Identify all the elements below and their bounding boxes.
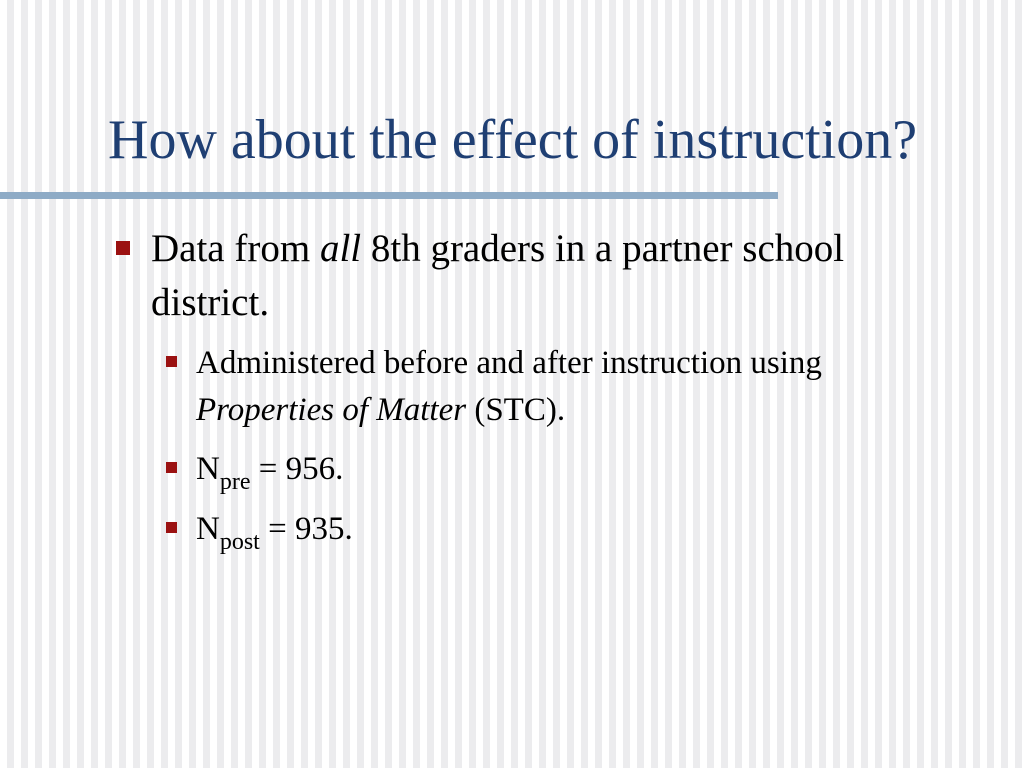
square-bullet-icon xyxy=(166,522,177,533)
n-pre-subscript: pre xyxy=(219,469,251,495)
bullet-text-end: 8th graders in a partner school district. xyxy=(151,227,845,324)
square-bullet-icon xyxy=(166,356,177,367)
bullet-text-start: Data from xyxy=(151,227,320,270)
sub-bullet-text xyxy=(196,340,966,434)
n-pre-text xyxy=(196,446,343,493)
sub-bullet-n-pre xyxy=(166,446,866,493)
bullet-text xyxy=(151,222,966,330)
sub-bullet-administered xyxy=(166,340,966,434)
square-bullet-icon xyxy=(166,462,177,473)
n-symbol: N xyxy=(196,451,220,487)
n-pre-value: = 956. xyxy=(250,451,344,487)
slide-title: How about the effect of instruction? xyxy=(108,109,918,171)
n-symbol: N xyxy=(196,511,220,547)
curriculum-title: Properties of Matter xyxy=(196,392,467,428)
bullet-data-source xyxy=(116,222,966,330)
n-post-value: = 935. xyxy=(259,511,353,547)
sub-bullet-text-start: Administered before and after instruction using xyxy=(196,345,822,381)
n-post-text xyxy=(196,506,353,553)
square-bullet-icon xyxy=(116,241,130,255)
sub-bullet-text-end: (STC). xyxy=(466,392,566,428)
sub-bullet-n-post xyxy=(166,506,866,553)
title-divider xyxy=(0,192,778,199)
emphasis-all: all xyxy=(319,227,362,270)
n-post-subscript: post xyxy=(219,529,260,555)
